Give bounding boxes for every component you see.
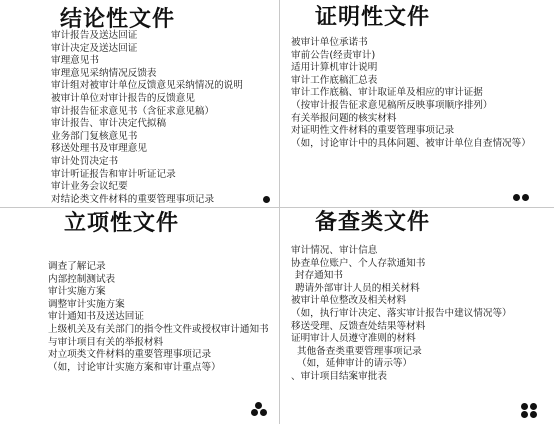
marker-dot	[513, 194, 520, 201]
list-item: 聘请外部审计人员的相关材料	[295, 282, 420, 294]
list-item: 审计通知书及送达回证	[48, 311, 144, 323]
list-item: 被审计单位承诺书	[291, 37, 368, 48]
marker-dot	[521, 403, 528, 410]
list-item: 审计报告征求意见书（含征求意见稿）	[51, 105, 215, 117]
list-item: 业务部门复核意见书	[51, 130, 138, 142]
quadrant-title: 结论性文件	[60, 7, 176, 32]
list-item: 审理意见书	[51, 55, 99, 67]
quadrant-title: 证明性文件	[315, 5, 431, 30]
list-item: 协查单位账户、个人存款通知书	[291, 257, 426, 269]
list-item: 审计工作底稿汇总表	[291, 74, 378, 86]
list-item: 审计报告及送达回证	[51, 30, 138, 41]
item-list	[291, 245, 512, 384]
vertical-divider	[279, 0, 280, 424]
list-item: 审理意见采纳情况反馈表	[51, 67, 157, 79]
list-item: 审计组对被审计单位反馈意见采纳情况的说明	[51, 80, 243, 92]
list-item: 审计实施方案	[48, 286, 106, 298]
marker-dot	[530, 403, 537, 410]
list-item: 审计处罚决定书	[51, 155, 119, 167]
list-item: （如，执行审计决定、落实审计报告中建议情况等）	[291, 307, 512, 319]
list-item: 内部控制测试表	[48, 273, 116, 285]
list-item: 调查了解记录	[48, 261, 106, 272]
list-item: 审计情况、审计信息	[291, 245, 378, 256]
item-list	[48, 261, 269, 374]
item-list	[51, 30, 243, 206]
list-item: 对证明性文件材料的重要管理事项记录	[291, 125, 455, 137]
list-item: 审计工作底稿、审计取证单及相应的审计证据	[291, 87, 483, 99]
list-item: 审计报告、审计决定代拟稿	[51, 118, 167, 130]
list-item: 移送受理、反馈查处结果等材料	[291, 320, 426, 332]
list-item: 调整审计实施方案	[48, 298, 125, 310]
list-item: 被审计单位对审计报告的反馈意见	[51, 92, 195, 104]
quadrant-title: 备查类文件	[315, 210, 431, 235]
list-item: 适用计算机审计说明	[291, 62, 378, 74]
marker-dot	[530, 411, 537, 418]
marker-dot	[260, 409, 267, 416]
list-item: 其他备查类重要管理事项记录	[297, 345, 422, 357]
list-item: 有关举报问题的核实材料	[291, 112, 397, 124]
marker-dot	[263, 196, 270, 203]
list-item: 对立项类文件材料的重要管理事项记录	[48, 349, 212, 361]
list-item: 移送处理书及审理意见	[51, 143, 147, 155]
horizontal-divider	[0, 207, 554, 208]
list-item: （如，讨论审计实施方案和审计重点等）	[48, 361, 221, 373]
list-item: （如，讨论审计中的具体问题、被审计单位自查情况等）	[291, 137, 531, 149]
marker-dot	[255, 402, 262, 409]
list-item: 封存通知书	[295, 270, 343, 282]
marker-dot	[251, 409, 258, 416]
marker-dot	[521, 411, 528, 418]
item-list	[291, 37, 531, 150]
list-item: 对结论类文件材料的重要管理事项记录	[51, 193, 215, 205]
list-item: 证明审计人员遵守准则的材料	[291, 333, 416, 345]
list-item: 与审计项目有关的举报材料	[48, 336, 164, 348]
list-item: 审计听证报告和审计听证记录	[51, 168, 176, 180]
list-item: 、审计项目结案审批表	[291, 370, 387, 382]
list-item: 审计决定及送达回证	[51, 42, 138, 54]
list-item: 审前公告(经责审计)	[291, 49, 376, 61]
list-item: （如，延伸审计的请示等）	[297, 358, 413, 370]
list-item: （按审计报告征求意见稿所反映事项顺序排列）	[291, 99, 493, 111]
list-item: 上级机关及有关部门的指令性文件或授权审计通知书	[48, 323, 269, 335]
marker-dot	[522, 194, 529, 201]
quadrant-title: 立项性文件	[64, 211, 180, 236]
list-item: 被审计单位整改及相关材料	[291, 295, 407, 307]
list-item: 审计业务会议纪要	[51, 181, 128, 193]
